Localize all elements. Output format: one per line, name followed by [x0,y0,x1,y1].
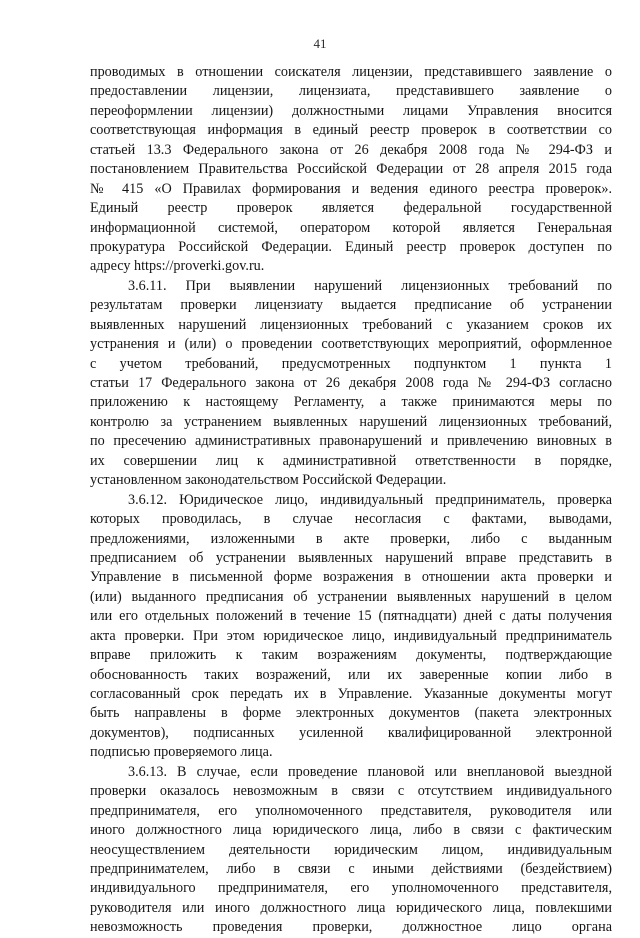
text-line: неосуществлением деятельности юридическим лицом, индивидуальным [90,841,612,858]
text-line: постановлением Правительства Российской Федерации от 28 апреля 2015 года [90,161,612,178]
paragraph [90,763,612,938]
text-line: результатам проверки лицензиату выдается предписание об устранении [90,297,612,314]
text-line: предоставлении лицензии, лицензиата, представившего заявление о [90,83,612,100]
text-line: проводимых в отношении соискателя лицензии, представившего заявление о [90,64,612,80]
text-line: быть направлены в форме электронных документов (пакета электронных [90,705,612,722]
text-line: руководителя или иного должностного лица юридического лица, повлекшими [90,899,612,916]
text-line: вправе приложить к таким возражениям документы, подтверждающие [90,647,612,664]
text-line: предложениями, изложенными в акте проверки, либо с выданным [90,530,612,547]
text-line: по пресечению административных правонарушений и привлечению виновных в [90,433,612,450]
paragraph [90,277,612,491]
page-number: 41 [313,36,327,51]
text-line: устранения и (или) о проведении соответствующих мероприятий, оформленное [90,336,612,353]
text-line: которых проводилась, в случае несогласия с фактами, выводами, [90,511,612,528]
text-line: невозможность проведения проверки, должностное лицо органа [90,919,612,936]
text-line: 3.6.11. При выявлении нарушений лицензионных требований по [128,277,612,294]
text-line: с учетом требований, предусмотренных подпунктом 1 пункта 1 [90,355,612,372]
text-line: обоснованность таких возражений, или их заверенные копии либо в [90,666,612,683]
text-line: информационной системой, оператором которой является Генеральная [90,219,612,236]
text-line: согласованный срок передать их в Управление. Указанные документы могут [90,686,612,702]
text-line: переоформлении лицензии) должностными лицами Управления вносится [90,102,612,119]
text-line: документов), подписанных усиленной квалифицированной электронной [90,724,612,741]
text-line: проверки оказалось невозможным в связи с отсутствием индивидуального [90,783,612,800]
text-line: соответствующая информация в единый реестр проверок в соответствии со [90,122,612,139]
text-line: акта проверки. При этом юридическое лицо, индивидуальный предприниматель [90,627,612,644]
text-line: статьи 17 Федерального закона от 26 декабря 2008 года № 294-ФЗ согласно [90,375,612,391]
text-line: Управление в письменной форме возражения в отношении акта проверки и [90,569,612,586]
text-line: предписанием об устранении выявленных нарушений вправе представить в [90,549,612,566]
text-line: № 415 «О Правилах формирования и ведения единого реестра проверок». [90,180,612,197]
text-line: или его отдельных положений в течение 15 (пятнадцати) дней с даты получения [90,608,612,625]
text-line: статьей 13.3 Федерального закона от 26 декабря 2008 года № 294-ФЗ и [90,141,612,158]
document-body [90,63,612,938]
paragraph [90,491,612,763]
text-line: предпринимателя, его уполномоченного представителя, руководителя или [90,802,612,819]
text-line: предпринимателем, либо в связи с иными действиями (бездействием) [90,860,612,877]
text-line: приложению к настоящему Регламенту, а также принимаются меры по [90,394,612,411]
text-line: 3.6.13. В случае, если проведение плановой или внеплановой выездной [128,763,612,780]
text-line: их совершении лиц к административной ответственности в порядке, [90,452,612,469]
paragraph [90,63,612,277]
text-line: Единый реестр проверок является федеральной государственной [90,200,612,217]
text-line: иного должностного лица юридического лица, либо в связи с фактическим [90,822,612,839]
text-line: (или) выданного предписания об устранении выявленных нарушений в целом [90,588,612,605]
text-line: контролю за устранением выявленных нарушений лицензионных требований, [90,413,612,430]
text-line: адресу https://proverki.gov.ru. [90,258,265,275]
text-line: 3.6.12. Юридическое лицо, индивидуальный предприниматель, проверка [128,491,612,508]
text-line: установленном законодательством Российской Федерации. [90,472,447,489]
text-line: подписью проверяемого лица. [90,744,273,761]
text-line: прокуратура Российской Федерации. Единый реестр проверок доступен по [90,238,612,255]
text-line: выявленных нарушений лицензионных требований с указанием сроков их [90,316,612,333]
text-line: индивидуального предпринимателя, его уполномоченного представителя, [90,880,612,897]
